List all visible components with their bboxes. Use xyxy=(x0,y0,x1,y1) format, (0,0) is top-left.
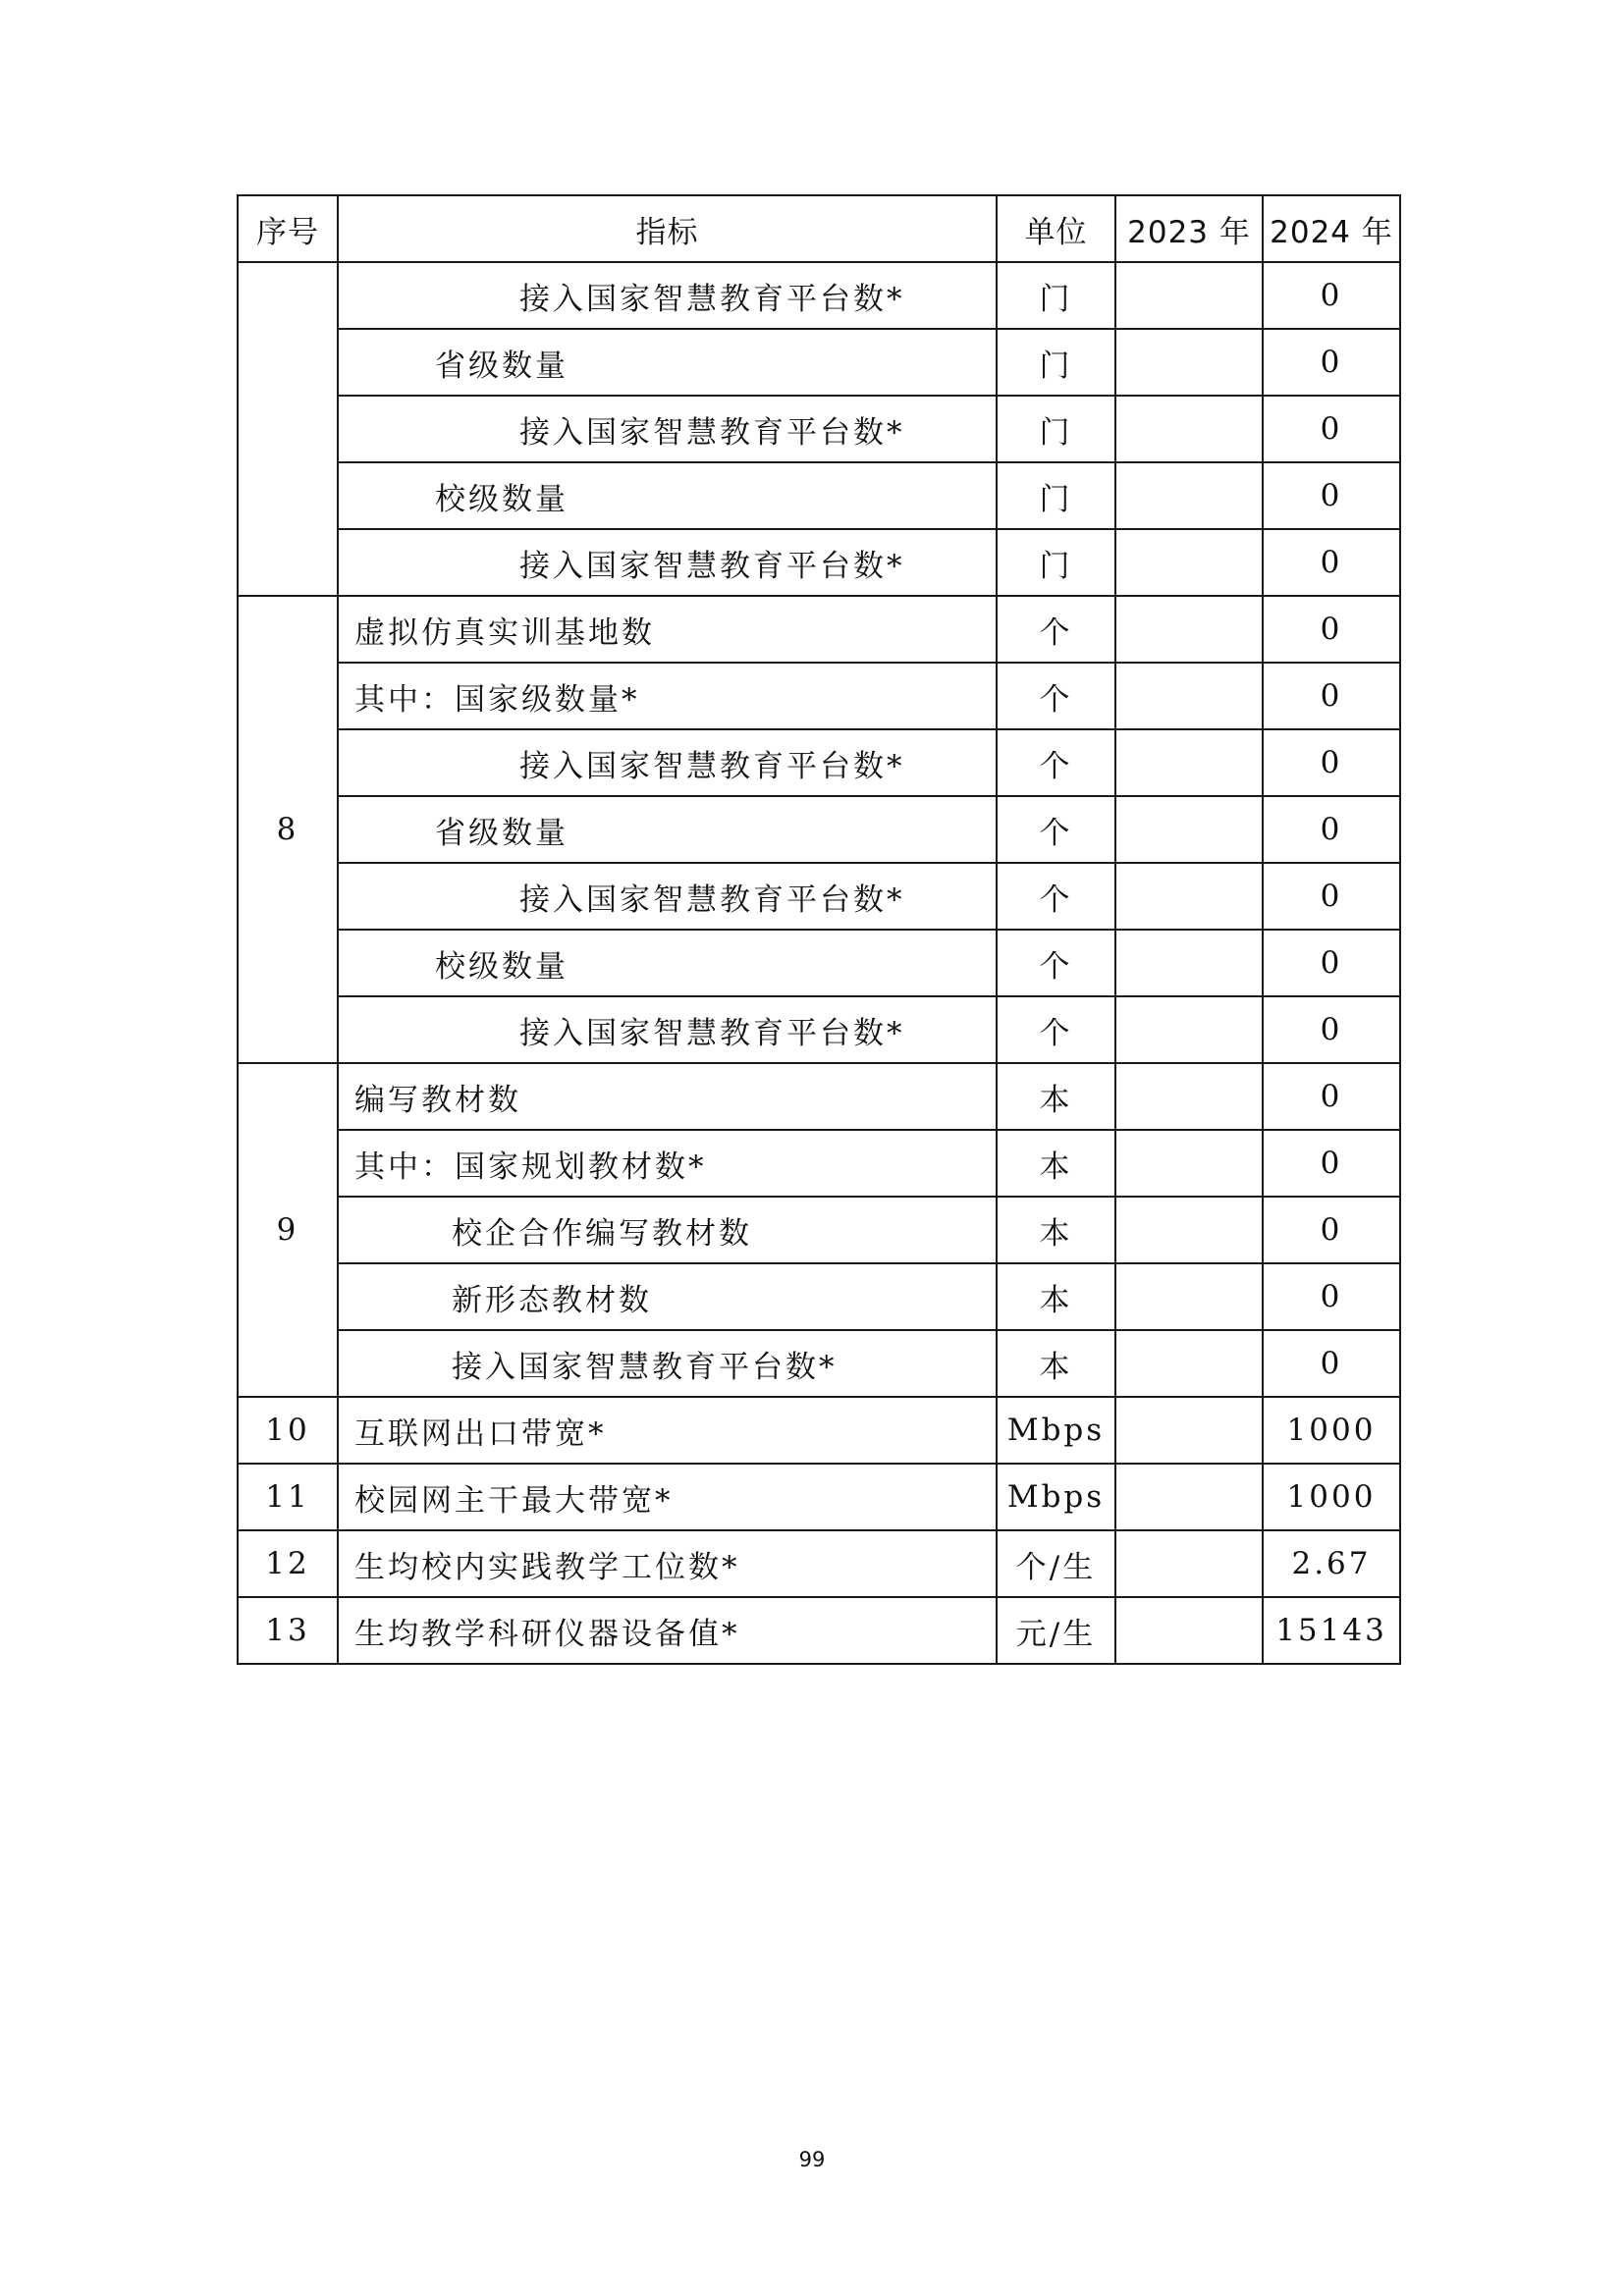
value-2024-cell: 15143 xyxy=(1263,1597,1400,1664)
seq-cell: 11 xyxy=(238,1464,338,1530)
value-2023-cell xyxy=(1115,262,1263,329)
value-2024-cell: 0 xyxy=(1263,1197,1400,1263)
table-row xyxy=(238,529,1400,596)
value-2024-cell: 0 xyxy=(1263,329,1400,396)
value-2023-cell xyxy=(1115,1397,1263,1464)
value-2023-cell xyxy=(1115,729,1263,796)
unit-cell: 元/生 xyxy=(997,1597,1115,1664)
value-2023-cell xyxy=(1115,462,1263,529)
seq-cell xyxy=(238,262,338,596)
value-2023-cell xyxy=(1115,663,1263,729)
indicator-cell: 校园网主干最大带宽* xyxy=(338,1464,997,1530)
indicator-cell: 省级数量 xyxy=(338,796,997,863)
page-number: 99 xyxy=(798,2148,826,2171)
indicator-cell: 校企合作编写教材数 xyxy=(338,1197,997,1263)
value-2024-cell: 0 xyxy=(1263,996,1400,1063)
value-2024-cell: 0 xyxy=(1263,1263,1400,1330)
indicator-cell: 互联网出口带宽* xyxy=(338,1397,997,1464)
table-row xyxy=(238,329,1400,396)
unit-cell: 门 xyxy=(997,396,1115,462)
indicator-cell: 接入国家智慧教育平台数* xyxy=(338,863,997,930)
value-2024-cell: 0 xyxy=(1263,930,1400,996)
table-row xyxy=(238,1464,1400,1530)
indicator-cell: 接入国家智慧教育平台数* xyxy=(338,529,997,596)
value-2023-cell xyxy=(1115,1197,1263,1263)
unit-cell: Mbps xyxy=(997,1464,1115,1530)
value-2024-cell: 0 xyxy=(1263,796,1400,863)
indicator-cell: 接入国家智慧教育平台数* xyxy=(338,396,997,462)
value-2023-cell xyxy=(1115,1530,1263,1597)
value-2024-cell: 0 xyxy=(1263,396,1400,462)
header-2023: 2023 年 xyxy=(1115,195,1263,262)
seq-cell: 12 xyxy=(238,1530,338,1597)
value-2023-cell xyxy=(1115,1464,1263,1530)
table-row xyxy=(238,262,1400,329)
value-2024-cell: 0 xyxy=(1263,663,1400,729)
indicator-cell: 校级数量 xyxy=(338,930,997,996)
table-row xyxy=(238,863,1400,930)
header-2024: 2024 年 xyxy=(1263,195,1400,262)
table-row xyxy=(238,996,1400,1063)
table-row xyxy=(238,1330,1400,1397)
value-2024-cell: 0 xyxy=(1263,863,1400,930)
value-2024-cell: 1000 xyxy=(1263,1397,1400,1464)
value-2024-cell: 0 xyxy=(1263,262,1400,329)
unit-cell: 个 xyxy=(997,663,1115,729)
indicator-cell: 编写教材数 xyxy=(338,1063,997,1130)
table-row xyxy=(238,596,1400,663)
indicator-cell: 新形态教材数 xyxy=(338,1263,997,1330)
indicator-cell: 接入国家智慧教育平台数* xyxy=(338,1330,997,1397)
indicator-cell: 接入国家智慧教育平台数* xyxy=(338,262,997,329)
value-2024-cell: 2.67 xyxy=(1263,1530,1400,1597)
indicator-cell: 校级数量 xyxy=(338,462,997,529)
value-2023-cell xyxy=(1115,329,1263,396)
unit-cell: 本 xyxy=(997,1063,1115,1130)
unit-cell: 本 xyxy=(997,1263,1115,1330)
indicator-cell: 生均校内实践教学工位数* xyxy=(338,1530,997,1597)
value-2024-cell: 0 xyxy=(1263,729,1400,796)
value-2023-cell xyxy=(1115,930,1263,996)
indicator-cell: 接入国家智慧教育平台数* xyxy=(338,729,997,796)
seq-cell: 8 xyxy=(238,596,338,1063)
indicator-cell: 其中：国家规划教材数* xyxy=(338,1130,997,1197)
value-2023-cell xyxy=(1115,1330,1263,1397)
value-2024-cell: 0 xyxy=(1263,462,1400,529)
table-row xyxy=(238,1530,1400,1597)
unit-cell: 个 xyxy=(997,863,1115,930)
header-seq: 序号 xyxy=(238,195,338,262)
value-2023-cell xyxy=(1115,796,1263,863)
unit-cell: 个 xyxy=(997,596,1115,663)
table-row xyxy=(238,729,1400,796)
unit-cell: 门 xyxy=(997,262,1115,329)
table-row xyxy=(238,1597,1400,1664)
indicator-table xyxy=(237,194,1401,1665)
value-2023-cell xyxy=(1115,1063,1263,1130)
table-row xyxy=(238,1397,1400,1464)
value-2023-cell xyxy=(1115,1263,1263,1330)
seq-cell: 9 xyxy=(238,1063,338,1397)
table-row xyxy=(238,396,1400,462)
value-2023-cell xyxy=(1115,529,1263,596)
unit-cell: 个/生 xyxy=(997,1530,1115,1597)
unit-cell: 本 xyxy=(997,1330,1115,1397)
table-row xyxy=(238,1197,1400,1263)
indicator-cell: 接入国家智慧教育平台数* xyxy=(338,996,997,1063)
header-indicator: 指标 xyxy=(338,195,997,262)
seq-cell: 13 xyxy=(238,1597,338,1664)
unit-cell: 个 xyxy=(997,796,1115,863)
seq-cell: 10 xyxy=(238,1397,338,1464)
table-row xyxy=(238,462,1400,529)
unit-cell: 个 xyxy=(997,996,1115,1063)
unit-cell: 门 xyxy=(997,462,1115,529)
header-row xyxy=(238,195,1400,262)
value-2023-cell xyxy=(1115,596,1263,663)
table-row xyxy=(238,930,1400,996)
value-2023-cell xyxy=(1115,1130,1263,1197)
value-2023-cell xyxy=(1115,1597,1263,1664)
value-2024-cell: 1000 xyxy=(1263,1464,1400,1530)
table-row xyxy=(238,663,1400,729)
unit-cell: 个 xyxy=(997,729,1115,796)
value-2023-cell xyxy=(1115,863,1263,930)
value-2023-cell xyxy=(1115,396,1263,462)
value-2023-cell xyxy=(1115,996,1263,1063)
value-2024-cell: 0 xyxy=(1263,1330,1400,1397)
indicator-cell: 虚拟仿真实训基地数 xyxy=(338,596,997,663)
table-row xyxy=(238,1263,1400,1330)
unit-cell: 门 xyxy=(997,329,1115,396)
value-2024-cell: 0 xyxy=(1263,529,1400,596)
value-2024-cell: 0 xyxy=(1263,596,1400,663)
indicator-cell: 生均教学科研仪器设备值* xyxy=(338,1597,997,1664)
unit-cell: 门 xyxy=(997,529,1115,596)
table-row xyxy=(238,796,1400,863)
header-unit: 单位 xyxy=(997,195,1115,262)
value-2024-cell: 0 xyxy=(1263,1130,1400,1197)
unit-cell: Mbps xyxy=(997,1397,1115,1464)
table-row xyxy=(238,1130,1400,1197)
indicator-cell: 其中：国家级数量* xyxy=(338,663,997,729)
value-2024-cell: 0 xyxy=(1263,1063,1400,1130)
unit-cell: 本 xyxy=(997,1130,1115,1197)
indicator-cell: 省级数量 xyxy=(338,329,997,396)
table-row xyxy=(238,1063,1400,1130)
unit-cell: 个 xyxy=(997,930,1115,996)
unit-cell: 本 xyxy=(997,1197,1115,1263)
